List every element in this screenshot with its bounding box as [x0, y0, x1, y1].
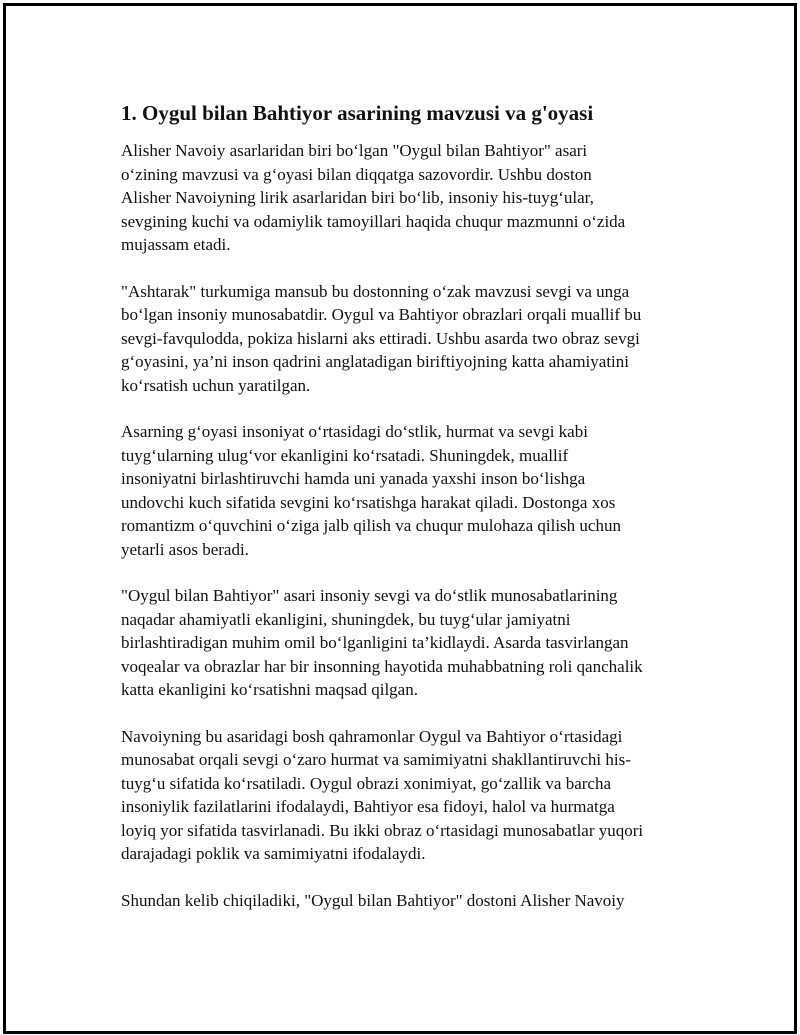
paragraph-3 — [121, 420, 691, 561]
text-line: Alisher Navoiyning lirik asarlaridan biri bo‘lib, insoniy his-tuyg‘ular, — [121, 188, 594, 207]
paragraph-2 — [121, 280, 691, 398]
text-line: munosabat orqali sevgi o‘zaro hurmat va samimiyatni shakllantiruvchi his- — [121, 750, 631, 769]
text-line: Shundan kelib chiqiladiki, "Oygul bilan Bahtiyor" dostoni Alisher Navoiy — [121, 890, 625, 910]
paragraph-6 — [121, 889, 691, 913]
text-line: bo‘lgan insoniy munosabatdir. Oygul va Bahtiyor obrazlari orqali muallif bu — [121, 305, 642, 324]
paragraph-5 — [121, 725, 691, 866]
document-content — [121, 99, 691, 935]
text-line: undovchi kuch sifatida sevgini ko‘rsatishga harakat qiladi. Dostonga xos — [121, 492, 616, 512]
text-line: naqadar ahamiyatli ekanligini, shuningdek, bu tuyg‘ular jamiyatni — [121, 609, 571, 629]
text-line: voqealar va obrazlar har bir insonning hayotida muhabbatning roli qanchalik — [121, 656, 643, 676]
text-line: birlashtiradigan muhim omil bo‘lganligini ta’kidlaydi. Asarda tasvirlangan — [121, 633, 629, 652]
text-line: sevgi-favqulodda, pokiza hislarni aks ettiradi. Ushbu asarda two obraz sevgi — [121, 328, 640, 348]
text-line: "Ashtarak" turkumiga mansub bu dostonning o‘zak mavzusi sevgi va unga — [121, 281, 630, 301]
text-line: Navoiyning bu asaridagi bosh qahramonlar Oygul va Bahtiyor o‘rtasidagi — [121, 726, 623, 746]
text-line: mujassam etadi. — [121, 235, 231, 254]
text-line: romantizm o‘quvchini o‘ziga jalb qilish va chuqur mulohaza qilish uchun — [121, 516, 621, 535]
text-line: insoniylik fazilatlarini ifodalaydi, Bahtiyor esa fidoyi, halol va hurmatga — [121, 797, 615, 816]
paragraph-4 — [121, 584, 691, 702]
paragraph-1 — [121, 139, 691, 257]
text-line: ko‘rsatish uchun yaratilgan. — [121, 375, 311, 395]
text-line: katta ekanligini ko‘rsatishni maqsad qilgan. — [121, 680, 418, 699]
text-line: loyiq yor sifatida tasvirlanadi. Bu ikki obraz o‘rtasidagi munosabatlar yuqori — [121, 820, 644, 840]
text-line: darajadagi poklik va samimiyatni ifodalaydi. — [121, 844, 426, 863]
text-line: insoniyatni birlashtiruvchi hamda uni yanada yaxshi inson bo‘lishga — [121, 469, 586, 488]
text-line: "Oygul bilan Bahtiyor" asari insoniy sevgi va do‘stlik munosabatlarining — [121, 586, 618, 605]
text-line: Asarning g‘oyasi insoniyat o‘rtasidagi do‘stlik, hurmat va sevgi kabi — [121, 422, 588, 441]
text-line: g‘oyasini, ya’ni inson qadrini anglatadigan biriftiyojning katta ahamiyatini — [121, 352, 629, 371]
text-line: yetarli asos beradi. — [121, 539, 249, 559]
text-line: o‘zining mavzusi va g‘oyasi bilan diqqatga sazovordir. Ushbu doston — [121, 164, 592, 184]
page-frame — [3, 3, 797, 1034]
text-line: Alisher Navoiy asarlaridan biri bo‘lgan "Oygul bilan Bahtiyor" asari — [121, 141, 588, 160]
text-line: tuyg‘ularning ulug‘vor ekanligini ko‘rsatadi. Shuningdek, muallif — [121, 445, 569, 465]
text-line: tuyg‘u sifatida ko‘rsatiladi. Oygul obrazi xonimiyat, go‘zallik va barcha — [121, 773, 612, 793]
text-line: sevgining kuchi va odamiylik tamoyillari haqida chuqur mazmunni o‘zida — [121, 211, 626, 231]
section-heading: 1. Oygul bilan Bahtiyor asarining mavzusi va g'oyasi — [121, 101, 594, 125]
